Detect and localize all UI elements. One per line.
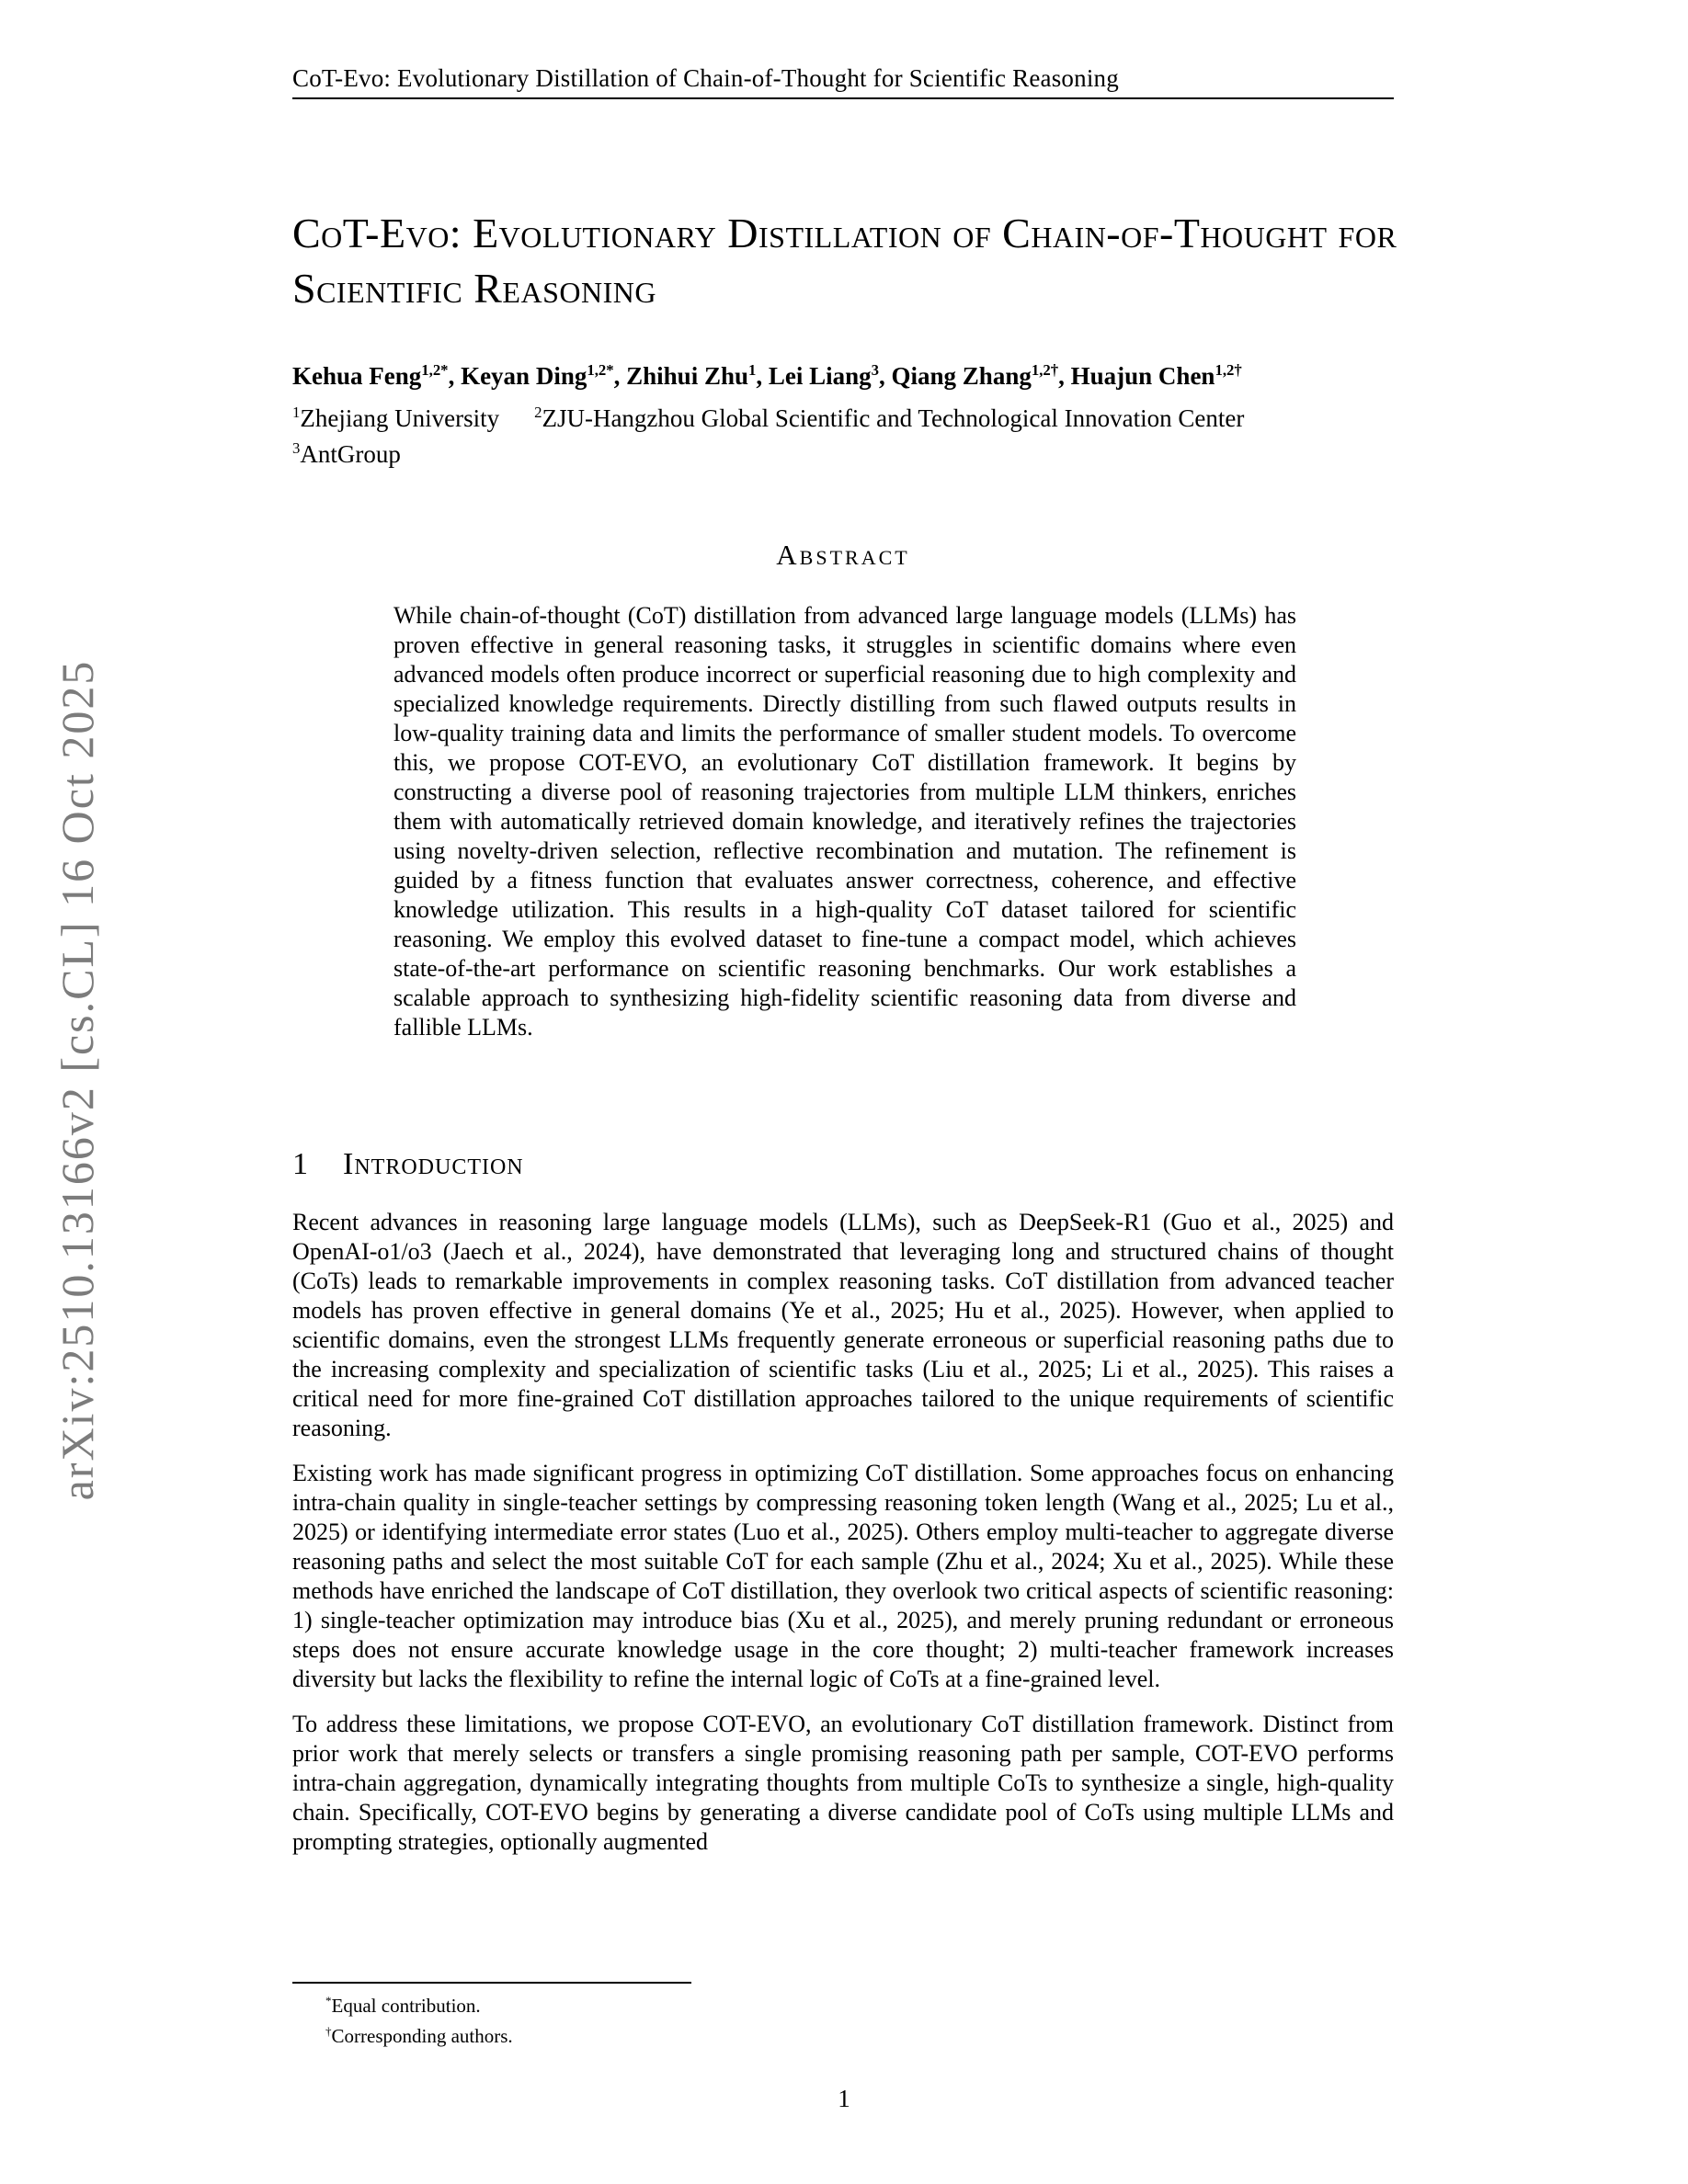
abstract-text: While chain-of-thought (CoT) distillation from advanced large language models (LLMs) has proven effective in general reasoning tasks, it struggles in scientific domains where even advanced models often produce incorrect or superficial reasoning due to high complexity and specialized knowledge requirements. Directly distilling from such flawed outputs results in low-quality training data and limits the performance of smaller student models. To overcome this, we propose COT-EVO, an evolutionary CoT distillation framework. It begins by constructing a diverse pool of reasoning trajectories from multiple LLM thinkers, enriches them with automatically retrieved domain knowledge, and iteratively refines the trajectories using novelty-driven selection, reflective recombination and mutation. The refinement is guided by a fitness function that evaluates answer correctness, coherence, and effective knowledge utilization. This results in a high-quality CoT dataset tailored for scientific reasoning. We employ this evolved dataset to fine-tune a compact model, which achieves state-of-the-art performance on scientific reasoning benchmarks. Our work establishes a scalable approach to synthesizing high-fidelity scientific reasoning data from diverse and fallible LLMs.: [393, 602, 1296, 1041]
author-name: Qiang Zhang: [891, 362, 1032, 390]
author-name: Zhihui Zhu: [626, 362, 748, 390]
author-affiliation-sup: 1,2*: [587, 361, 614, 379]
section-number: 1: [292, 1147, 308, 1181]
footnote-corresponding-authors: [325, 2025, 513, 2048]
affiliation-name: AntGroup: [300, 440, 401, 468]
footnote-rule: [292, 1982, 691, 1984]
author-affiliation-sup: 1,2*: [421, 361, 449, 379]
footnote-text: Corresponding authors.: [331, 2025, 513, 2047]
affiliation-name: ZJU-Hangzhou Global Scientific and Technological Innovation Center: [542, 404, 1245, 432]
author-affiliation-sup: 1: [748, 361, 757, 379]
affiliation-sup: 2: [534, 404, 542, 421]
arxiv-watermark: arXiv:2510.13166v2 [cs.CL] 16 Oct 2025: [51, 659, 103, 1501]
author-separator: ,: [1058, 362, 1071, 390]
author-list: [292, 362, 1432, 391]
author-name: Kehua Feng: [292, 362, 422, 390]
author-name: Lei Liang: [768, 362, 872, 390]
affiliation-item: [534, 404, 1244, 432]
intro-paragraph-2: Existing work has made significant progress in optimizing CoT distillation. Some approaches focus on enhancing intra-chain quality in single-teacher settings by compressing reasoning token length (Wang et al., 2025; Lu et al., 2025) or identifying intermediate error states (Luo et al., 2025). Others employ multi-teacher to aggregate diverse reasoning paths and select the most suitable CoT for each sample (Zhu et al., 2024; Xu et al., 2025). While these methods have enriched the landscape of CoT distillation, they overlook two critical aspects of scientific reasoning: 1) single-teacher optimization may introduce bias (Xu et al., 2025), and merely pruning redundant or erroneous steps does not ensure accurate knowledge usage in the core thought; 2) multi-teacher framework increases diversity but lacks the flexibility to refine the internal logic of CoTs at a fine-grained level.: [292, 1460, 1394, 1692]
affiliation-name: Zhejiang University: [300, 404, 500, 432]
affiliation-sup: 1: [292, 404, 301, 421]
author-separator: ,: [756, 362, 769, 390]
introduction-body: [292, 1208, 1394, 1872]
author-affiliation-sup: 1,2†: [1031, 361, 1059, 379]
author-affiliation-sup: 1,2†: [1215, 361, 1242, 379]
page-number: 1: [838, 2085, 850, 2112]
running-header-title: CoT-Evo: Evolutionary Distillation of Chain-of-Thought for Scientific Reasoning: [292, 64, 1119, 92]
affiliation-line-2: [292, 440, 1432, 469]
footnote-equal-contribution: [325, 1995, 481, 2018]
intro-paragraph-1: Recent advances in reasoning large language models (LLMs), such as DeepSeek-R1 (Guo et al., 2025) and OpenAI-o1/o3 (Jaech et al., 2024), have demonstrated that leveraging long and structured chains of thought (CoTs) leads to remarkable improvements in complex reasoning tasks. CoT distillation from advanced teacher models has proven effective in general domains (Ye et al., 2025; Hu et al., 2025). However, when applied to scientific domains, even the strongest LLMs frequently generate erroneous or superficial reasoning paths due to the increasing complexity and specialization of scientific tasks (Liu et al., 2025; Li et al., 2025). This raises a critical need for more fine-grained CoT distillation approaches tailored to the unique requirements of scientific reasoning.: [292, 1209, 1394, 1441]
author-name: Huajun Chen: [1070, 362, 1215, 390]
footnote-marker: †: [325, 2024, 332, 2038]
author-affiliation-sup: 3: [871, 361, 880, 379]
author-separator: ,: [879, 362, 892, 390]
section-title: Introduction: [343, 1147, 524, 1181]
affiliation-item: [292, 404, 499, 432]
author-name: Keyan Ding: [461, 362, 587, 390]
footnote-marker: *: [325, 1994, 332, 2008]
footnote-text: Equal contribution.: [331, 1995, 481, 2017]
author-separator: ,: [613, 362, 627, 390]
affiliation-item: [292, 440, 401, 468]
intro-paragraph-3: To address these limitations, we propose COT-EVO, an evolutionary CoT distillation framework. Distinct from prior work that merely selects or transfers a single promising reasoning path per sample, COT-EVO performs intra-chain aggregation, dynamically integrating thoughts from multiple CoTs to synthesize a single, high-quality chain. Specifically, COT-EVO begins by generating a diverse candidate pool of CoTs using multiple LLMs and prompting strategies, optionally augmented: [292, 1711, 1394, 1855]
affiliation-line-1: [292, 404, 1432, 433]
header-rule: [292, 97, 1394, 99]
running-header: [292, 64, 1396, 93]
section-heading-introduction: [292, 1147, 1394, 1182]
author-separator: ,: [448, 362, 462, 390]
abstract-heading: Abstract: [776, 539, 910, 571]
affiliation-sup: 3: [292, 439, 301, 457]
paper-title: CoT-Evo: Evolutionary Distillation of Chain-of-Thought for Scientific Reasoning: [292, 210, 1397, 312]
